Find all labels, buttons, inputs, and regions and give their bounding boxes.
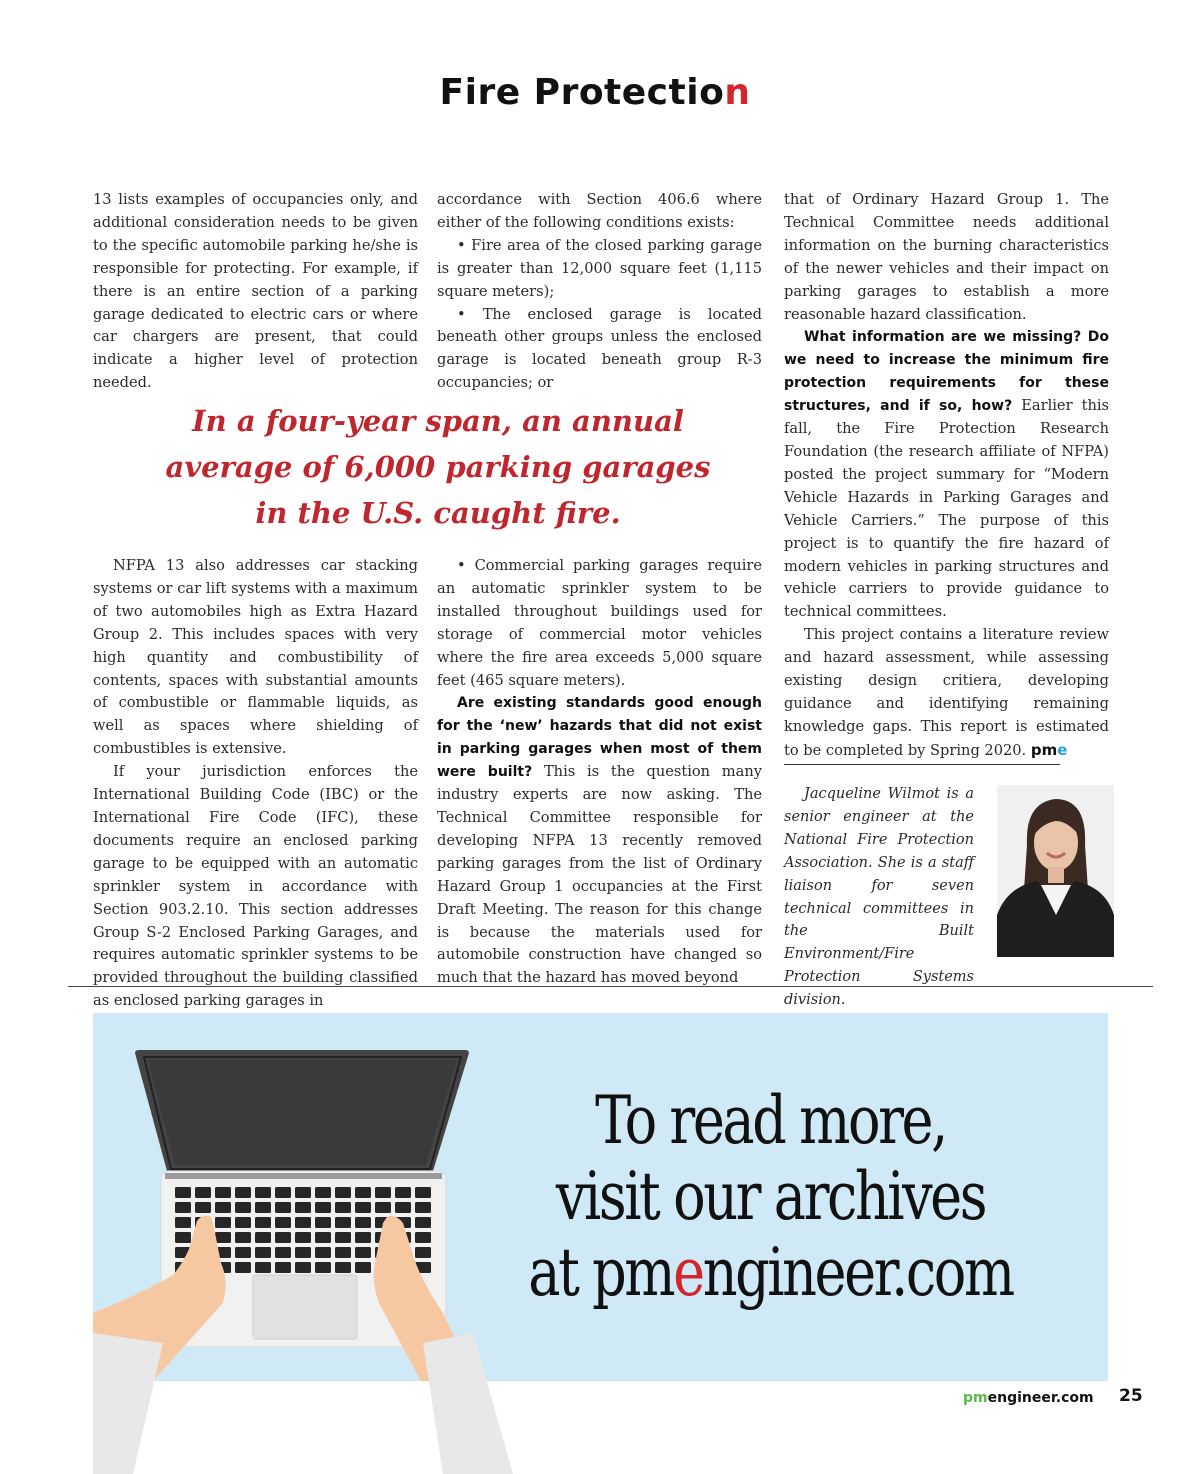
paragraph-text: Earlier this fall, the Fire Protection Research Foundation (the research affiliate of NFPA) posted the project summary for “Modern Vehicle Hazards in Parking Garages and Vehicle Carriers.” The purpose of this project is to quantify the fire hazard of modern vehicles in parking structures and vehicle carriers to provide guidance to technical committees. xyxy=(784,397,1110,621)
keyboard-key xyxy=(415,1187,431,1198)
keyboard-key xyxy=(295,1262,311,1273)
keyboard-key xyxy=(335,1247,351,1258)
keyboard-key xyxy=(255,1187,271,1198)
section-title-accent: n xyxy=(724,72,751,113)
author-portrait-icon xyxy=(997,785,1114,957)
keyboard-key xyxy=(395,1202,411,1213)
keyboard-key xyxy=(255,1247,271,1258)
keyboard-key xyxy=(275,1247,291,1258)
paragraph: 13 lists examples of occupancies only, and additional consideration needs to be given to the specific automobile parking he/she is responsible for protecting. For example, if there is an entire section of a parking garage dedicated to electric cars or where car chargers are present, that could indicate a higher level of protection needed. xyxy=(93,191,418,392)
keyboard-key xyxy=(215,1232,231,1243)
paragraph xyxy=(784,326,1109,624)
keyboard-key xyxy=(175,1187,191,1198)
column-1-top xyxy=(93,189,418,395)
ad-line: visit our archives xyxy=(555,1158,986,1235)
paragraph xyxy=(784,624,1109,762)
pull-quote xyxy=(93,398,783,536)
author-photo xyxy=(997,785,1114,957)
keyboard-key xyxy=(355,1232,371,1243)
keyboard-key xyxy=(415,1217,431,1228)
ad-line-url[interactable] xyxy=(518,1235,1022,1311)
paragraph: accordance with Section 406.6 where either of the following conditions exists: xyxy=(437,191,762,231)
pull-quote-line: average of 6,000 parking garages xyxy=(165,450,711,484)
page-number: 25 xyxy=(1119,1386,1143,1406)
keyboard-key xyxy=(235,1202,251,1213)
keyboard-key xyxy=(175,1217,191,1228)
section-title xyxy=(0,72,1190,113)
keyboard-key xyxy=(215,1187,231,1198)
keyboard-key xyxy=(235,1187,251,1198)
ad-line: To read more, xyxy=(595,1082,946,1159)
keyboard-key xyxy=(315,1247,331,1258)
keyboard-key xyxy=(315,1202,331,1213)
keyboard-key xyxy=(315,1262,331,1273)
keyboard-key xyxy=(335,1232,351,1243)
keyboard-key xyxy=(255,1217,271,1228)
author-bio-text: Jacqueline Wilmot is a senior engineer at the National Fire Protection Association. She is a staff liaison for seven technical committees in the Built Environment/Fire Protection Systems division. xyxy=(784,786,974,1009)
pull-quote-line: in the U.S. caught fire. xyxy=(255,496,621,530)
footer-site-url[interactable] xyxy=(963,1390,1094,1406)
keyboard-key xyxy=(235,1262,251,1273)
paragraph: If your jurisdiction enforces the International Building Code (IBC) or the International Fire Code (IFC), these documents require an enclosed parking garage to be equipped with an automatic sprinkler system in accordance with Section 903.2.10. This section addresses Group S-2 Enclosed Parking Garages, and requires automatic sprinkler systems to be provided throughout the building classified as enclosed parking garages in xyxy=(93,763,418,1010)
paragraph xyxy=(437,692,762,990)
keyboard-key xyxy=(295,1247,311,1258)
footer-site-rest: engineer.com xyxy=(987,1390,1094,1406)
keyboard-key xyxy=(355,1187,371,1198)
ad-headline xyxy=(518,1083,1022,1311)
section-title-main: Fire Protectio xyxy=(439,72,725,113)
keyboard-key xyxy=(395,1187,411,1198)
keyboard-key xyxy=(235,1247,251,1258)
keyboard-key xyxy=(235,1232,251,1243)
paragraph-text: This is the question many industry experts are now asking. The Technical Committee responsible for developing NFPA 13 recently removed parking garages from the list of Ordinary Hazard Group 1 occupancies at the First Draft Meeting. The reason for this change is because the materials used for automobile construction have changed so much that the hazard has moved beyond xyxy=(437,763,762,987)
keyboard-key xyxy=(275,1217,291,1228)
keyboard-key xyxy=(375,1187,391,1198)
keyboard-key xyxy=(415,1247,431,1258)
keyboard-key xyxy=(255,1262,271,1273)
keyboard-key xyxy=(335,1262,351,1273)
paragraph-text: This project contains a literature review and hazard assessment, while assessing existing design critiera, developing guidance and identifying remaining knowledge gaps. This report is estimated to be completed by Spring 2020. xyxy=(784,626,1109,759)
keyboard-key xyxy=(255,1202,271,1213)
end-mark-e: e xyxy=(1057,740,1068,759)
paragraph: that of Ordinary Hazard Group 1. The Technical Committee needs additional information on the burning characteristics of the newer vehicles and their impact on parking garages to establish a more reasonable hazard classification. xyxy=(784,191,1109,323)
keyboard-key xyxy=(295,1202,311,1213)
end-mark-logo xyxy=(1031,741,1068,759)
bullet-paragraph: • The enclosed garage is located beneath other groups unless the enclosed garage is located beneath group R-3 occupancies; or xyxy=(437,305,762,392)
keyboard-key xyxy=(275,1232,291,1243)
author-bio xyxy=(784,783,974,1012)
column-2-bottom xyxy=(437,555,762,990)
keyboard-key xyxy=(355,1202,371,1213)
keyboard-key xyxy=(175,1232,191,1243)
ad-url-part: ngineer.com xyxy=(702,1234,1013,1311)
keyboard-key xyxy=(355,1262,371,1273)
keyboard-key xyxy=(315,1232,331,1243)
bullet-paragraph: • Fire area of the closed parking garage is greater than 12,000 square feet (1,115 square meters); xyxy=(437,236,762,300)
keyboard-key xyxy=(315,1217,331,1228)
keyboard-key xyxy=(275,1202,291,1213)
keyboard-key xyxy=(295,1232,311,1243)
keyboard-key xyxy=(295,1217,311,1228)
subhead-question: What information are we missing? Do we need to increase the minimum fire protection requirements for these structures, and if so, how? xyxy=(784,329,1109,415)
bio-divider xyxy=(784,764,1060,765)
keyboard-key xyxy=(355,1217,371,1228)
keyboard-key xyxy=(255,1232,271,1243)
keyboard-key xyxy=(335,1217,351,1228)
keyboard-key xyxy=(355,1247,371,1258)
column-3 xyxy=(784,189,1109,763)
column-1-bottom xyxy=(93,555,418,1013)
keyboard-key xyxy=(335,1202,351,1213)
keyboard-key xyxy=(215,1202,231,1213)
keyboard-key xyxy=(415,1232,431,1243)
keyboard-key xyxy=(415,1202,431,1213)
pull-quote-line: In a four-year span, an annual xyxy=(192,404,684,438)
keyboard-key xyxy=(315,1187,331,1198)
footer-site-pm: pm xyxy=(963,1390,988,1406)
ad-url-accent: e xyxy=(673,1234,703,1311)
archives-ad-banner[interactable] xyxy=(93,1013,1108,1381)
section-divider xyxy=(68,986,1153,987)
keyboard-key xyxy=(195,1202,211,1213)
keyboard-key xyxy=(175,1202,191,1213)
keyboard-key xyxy=(295,1187,311,1198)
keyboard-key xyxy=(375,1202,391,1213)
keyboard-key xyxy=(215,1217,231,1228)
end-mark-pm: pm xyxy=(1030,740,1058,759)
paragraph: NFPA 13 also addresses car stacking systems or car lift systems with a maximum of two automobiles high as Extra Hazard Group 2. This includes spaces with very high quantity and combustibility of contents, spaces with substantial amounts of combustible or flammable liquids, as well as spaces where shielding of combustibles is extensive. xyxy=(93,557,418,758)
keyboard-key xyxy=(335,1187,351,1198)
bullet-paragraph: • Commercial parking garages require an automatic sprinkler system to be installed throughout buildings used for storage of commercial motor vehicles where the fire area exceeds 5,000 square feet (465 square meters). xyxy=(437,557,762,689)
subhead-question: Are existing standards good enough for the ‘new’ hazards that did not exist in parking garages when most of them were built? xyxy=(437,695,762,781)
keyboard-key xyxy=(275,1187,291,1198)
keyboard-key xyxy=(195,1187,211,1198)
column-2-top xyxy=(437,189,762,395)
keyboard-key xyxy=(275,1262,291,1273)
keyboard-key xyxy=(235,1217,251,1228)
ad-url-part: at pm xyxy=(528,1234,674,1311)
